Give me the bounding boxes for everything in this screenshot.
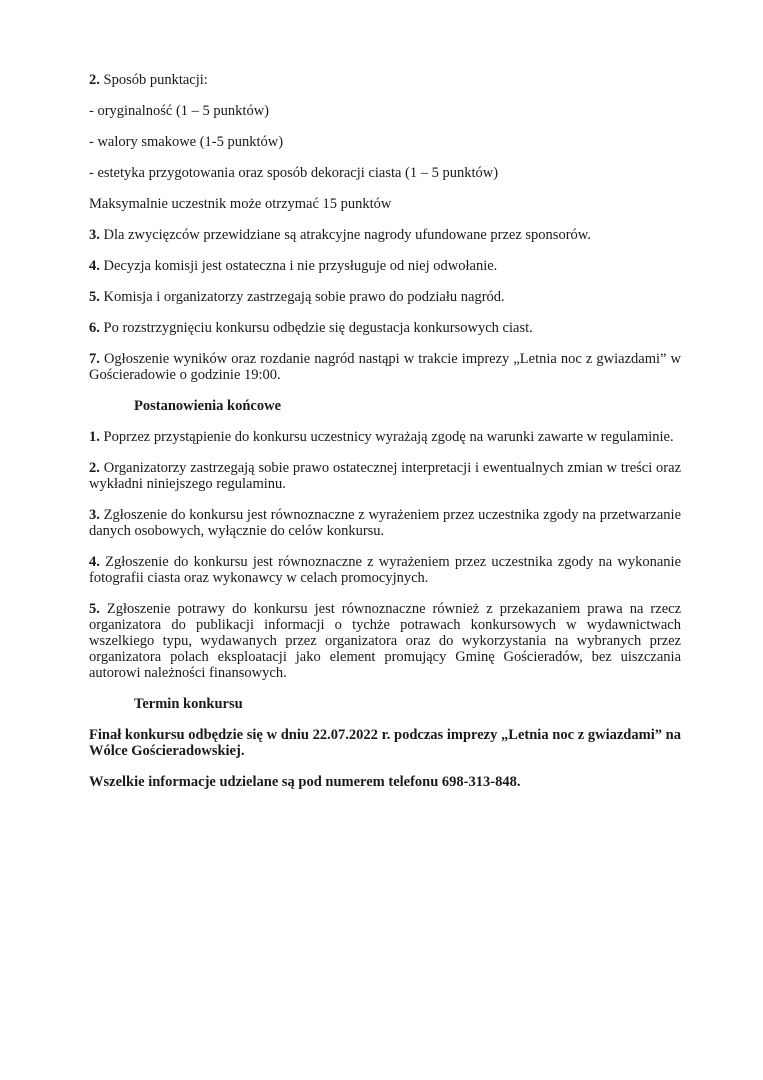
- scoring-item-originality: - oryginalność (1 – 5 punktów): [89, 103, 270, 119]
- final-rule-5: 5. Zgłoszenie potrawy do konkursu jest równoznaczne również z przekazaniem prawa na rzecz organizatora do publikacji informacji o tychże potrawach konkursowych w wydawnictwach wszelkiego typu, wydawanych przez organizatora oraz do wykorzystania na wybranych przez organizatora polach eksploatacji jako element promujący Gminę Gościeradów, bez uiszczania autorowi należności finansowych.: [89, 601, 682, 681]
- scoring-max: Maksymalnie uczestnik może otrzymać 15 punktów: [89, 196, 392, 212]
- final-rule-3: 3. Zgłoszenie do konkursu jest równoznaczne z wyrażeniem przez uczestnika zgody na przetwarzanie danych osobowych, wyłącznie do celów konkursu.: [89, 507, 681, 539]
- rule-5: 5. Komisja i organizatorzy zastrzegają sobie prawo do podziału nagród.: [89, 289, 505, 305]
- final-rule-1: 1. Poprzez przystąpienie do konkursu uczestnicy wyrażają zgodę na warunki zawarte w regulaminie.: [89, 429, 674, 445]
- rule-3: 3. Dla zwycięzców przewidziane są atrakcyjne nagrody ufundowane przez sponsorów.: [89, 227, 591, 243]
- contest-term-heading: Termin konkursu: [134, 696, 243, 712]
- rule-4: 4. Decyzja komisji jest ostateczna i nie przysługuje od niej odwołanie.: [89, 258, 498, 274]
- scoring-item-aesthetics: - estetyka przygotowania oraz sposób dekoracji ciasta (1 – 5 punktów): [89, 165, 499, 181]
- rule-7: 7. Ogłoszenie wyników oraz rozdanie nagród nastąpi w trakcie imprezy „Letnia noc z gwiazdami” w Gościeradowie o godzinie 19:00.: [89, 351, 681, 383]
- contest-term-text: Finał konkursu odbędzie się w dniu 22.07.2022 r. podczas imprezy „Letnia noc z gwiazdami” na Wólce Gościeradowskiej.: [89, 727, 681, 759]
- contact-info: Wszelkie informacje udzielane są pod numerem telefonu 698-313-848.: [89, 774, 521, 790]
- scoring-item-taste: - walory smakowe (1-5 punktów): [89, 134, 284, 150]
- final-rule-4: 4. Zgłoszenie do konkursu jest równoznaczne z wyrażeniem przez uczestnika zgody na wykonanie fotografii ciasta oraz wykonawcy w celach promocyjnych.: [89, 554, 682, 586]
- document-content: [89, 72, 681, 805]
- scoring-title: 2. Sposób punktacji:: [89, 72, 208, 88]
- rule-6: 6. Po rozstrzygnięciu konkursu odbędzie się degustacja konkursowych ciast.: [89, 320, 533, 336]
- final-provisions-heading: Postanowienia końcowe: [134, 398, 282, 414]
- final-rule-2: 2. Organizatorzy zastrzegają sobie prawo ostatecznej interpretacji i ewentualnych zmian w treści oraz wykładni niniejszego regulaminu.: [89, 460, 682, 492]
